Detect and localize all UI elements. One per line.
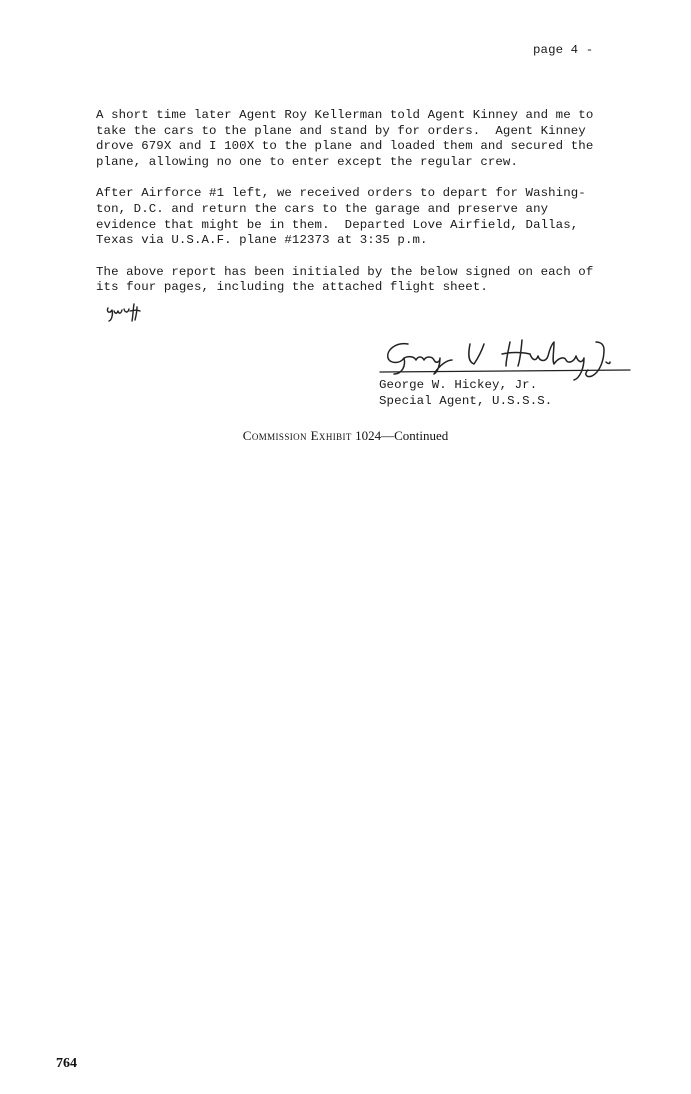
text-line: After Airforce #1 left, we received orders to depart for Washing- <box>96 186 586 201</box>
text-line: evidence that might be in them. Departed Love Airfield, Dallas, <box>96 217 579 232</box>
signature-block <box>379 378 552 409</box>
text-line: ton, D.C. and return the cars to the garage and preserve any <box>96 201 549 216</box>
text-line: drove 679X and I 100X to the plane and loaded them and secured the <box>96 139 594 154</box>
paragraph-3 <box>96 265 636 296</box>
report-body <box>96 108 636 312</box>
text-line: plane, allowing no one to enter except the regular crew. <box>96 154 518 169</box>
exhibit-label-rest: 1024—Continued <box>355 428 449 443</box>
text-line: A short time later Agent Roy Kellerman told Agent Kinney and me to <box>96 108 594 122</box>
page-number: 764 <box>56 1056 77 1071</box>
paragraph-1 <box>96 108 636 170</box>
signer-title: Special Agent, U.S.S.S. <box>379 393 553 408</box>
exhibit-label-prefix: Commission Exhibit <box>242 428 352 443</box>
signer-name: George W. Hickey, Jr. <box>379 378 538 392</box>
handwritten-initials <box>104 302 148 324</box>
text-line: its four pages, including the attached flight sheet. <box>96 280 488 295</box>
page-label: page 4 - <box>533 43 594 57</box>
exhibit-caption <box>0 428 691 444</box>
text-line: Texas via U.S.A.F. plane #12373 at 3:35 p.m. <box>96 233 428 248</box>
paragraph-2 <box>96 186 636 248</box>
text-line: The above report has been initialed by the below signed on each of <box>96 264 594 279</box>
text-line: take the cars to the plane and stand by for orders. Agent Kinney <box>96 123 586 138</box>
